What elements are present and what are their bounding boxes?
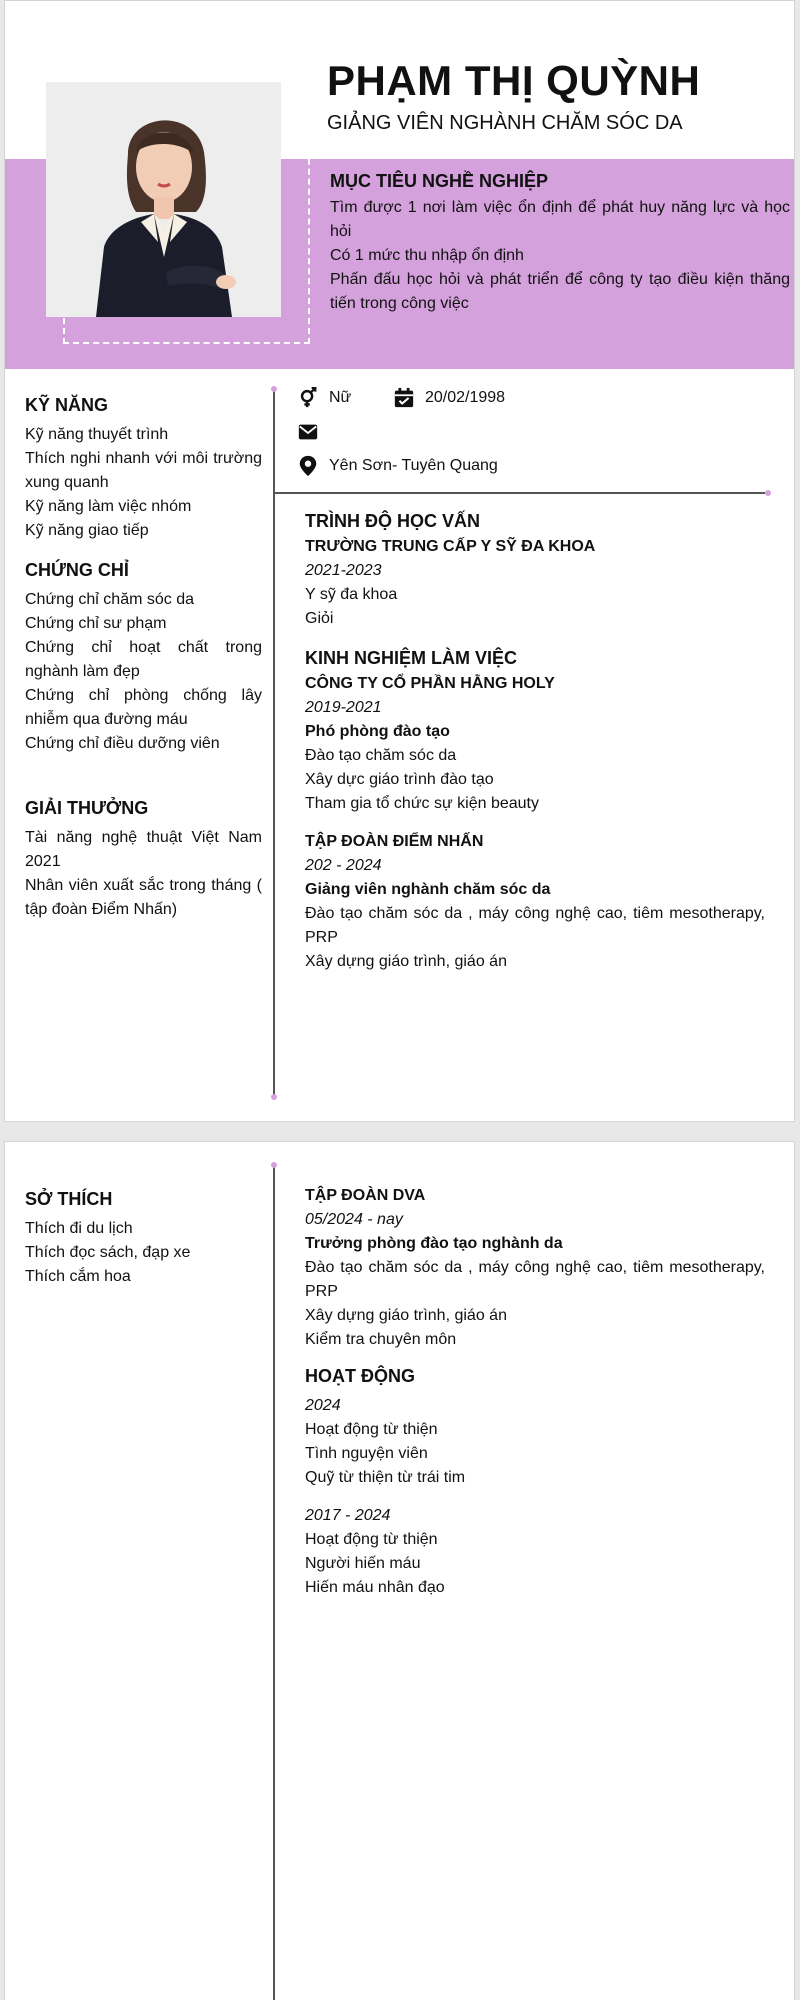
job-entry	[305, 672, 765, 816]
certificates-title: CHỨNG CHỈ	[25, 560, 129, 580]
job-period: 2019-2021	[305, 699, 382, 716]
gender-icon	[297, 387, 319, 409]
job-task: Tham gia tổ chức sự kiện beauty	[305, 795, 539, 812]
objective-line: Có 1 mức thu nhập ổn định	[330, 247, 524, 264]
company-name: TẬP ĐOÀN ĐIỂM NHẤN	[305, 833, 484, 850]
skill-item: Thích nghi nhanh với môi trường xung quanh	[25, 450, 262, 491]
job-period: 202 - 2024	[305, 857, 382, 874]
activities-section	[305, 1364, 765, 1600]
timeline-dot	[271, 386, 277, 392]
hobby-item: Thích đọc sách, đạp xe	[25, 1244, 191, 1261]
skill-item: Kỹ năng giao tiếp	[25, 522, 149, 539]
job-task: Xây dực giáo trình đào tạo	[305, 771, 494, 788]
experience-section	[305, 646, 765, 974]
job-title: GIẢNG VIÊN NGHÀNH CHĂM SÓC DA	[327, 112, 683, 134]
job-task: Đào tạo chăm sóc da , máy công nghệ cao, tiêm mesotherapy, PRP	[305, 1259, 765, 1300]
gender-row	[297, 387, 351, 409]
hobbies-section	[25, 1187, 262, 1289]
skills-section	[25, 393, 262, 543]
hobby-item: Thích cắm hoa	[25, 1268, 131, 1285]
activity-period: 2024	[305, 1397, 341, 1414]
cv-page-1	[4, 0, 795, 1122]
award-item: Tài năng nghệ thuật Việt Nam 2021	[25, 829, 262, 870]
awards-title: GIẢI THƯỞNG	[25, 798, 149, 818]
cv-page-2	[4, 1141, 795, 2000]
job-task: Kiểm tra chuyên môn	[305, 1331, 457, 1348]
job-task: Xây dựng giáo trình, giáo án	[305, 1307, 507, 1324]
timeline-vertical-line	[273, 390, 275, 1098]
objective-line: Phấn đấu học hỏi và phát triển để công ty tạo điều kiện thăng tiến trong công việc	[330, 271, 790, 312]
job-task: Xây dựng giáo trình, giáo án	[305, 953, 507, 970]
award-item: Nhân viên xuất sắc trong tháng ( tập đoàn Điểm Nhấn)	[25, 877, 262, 918]
career-objective	[330, 171, 790, 316]
activity-item: Quỹ từ thiện từ trái tim	[305, 1469, 466, 1486]
candidate-name: PHẠM THỊ QUỲNH	[327, 57, 701, 104]
objective-line: Tìm được 1 nơi làm việc ổn định để phát huy năng lực và học hỏi	[330, 199, 790, 240]
school-name: TRƯỜNG TRUNG CẤP Y SỸ ĐA KHOA	[305, 538, 596, 555]
profile-photo-illustration	[46, 82, 281, 317]
company-name: CÔNG TY CỔ PHẦN HẰNG HOLY	[305, 675, 555, 692]
job-task: Đào tạo chăm sóc da , máy công nghệ cao, tiêm mesotherapy, PRP	[305, 905, 765, 946]
address-text: Yên Sơn- Tuyên Quang	[329, 457, 498, 474]
certificate-item: Chứng chỉ sư phạm	[25, 615, 167, 632]
certificate-item: Chứng chỉ điều dưỡng viên	[25, 735, 220, 752]
hobbies-title: SỞ THÍCH	[25, 1189, 113, 1209]
activities-title: HOẠT ĐỘNG	[305, 1366, 415, 1386]
gender-text: Nữ	[329, 389, 352, 406]
timeline-dot	[271, 1162, 277, 1168]
job-period: 05/2024 - nay	[305, 1211, 403, 1228]
birthday-row	[393, 387, 505, 409]
job-task: Đào tạo chăm sóc da	[305, 747, 457, 764]
education-period: 2021-2023	[305, 562, 382, 579]
education-section	[305, 509, 765, 631]
certificate-item: Chứng chỉ hoạt chất trong nghành làm đẹp	[25, 639, 262, 680]
activity-item: Hiến máu nhân đạo	[305, 1579, 445, 1596]
job-role: Phó phòng đào tạo	[305, 723, 450, 740]
education-grade: Giỏi	[305, 610, 334, 627]
activity-item: Người hiến máu	[305, 1555, 421, 1572]
email-row	[297, 421, 329, 443]
activity-item: Hoạt động từ thiện	[305, 1421, 438, 1438]
skills-title: KỸ NĂNG	[25, 395, 109, 415]
activity-group	[305, 1504, 765, 1600]
certificate-item: Chứng chỉ phòng chống lây nhiễm qua đường máu	[25, 687, 262, 728]
certificates-section	[25, 558, 262, 756]
job-role: Giảng viên nghành chăm sóc da	[305, 881, 551, 898]
profile-photo	[46, 82, 281, 317]
calendar-icon	[393, 387, 415, 409]
experience-title: KINH NGHIỆM LÀM VIỆC	[305, 648, 518, 668]
objective-title: MỤC TIÊU NGHỀ NGHIỆP	[330, 171, 549, 191]
awards-section	[25, 796, 262, 922]
job-role: Trưởng phòng đào tạo nghành da	[305, 1235, 563, 1252]
experience-continued	[305, 1184, 765, 1352]
activity-item: Hoạt động từ thiện	[305, 1531, 438, 1548]
hobby-item: Thích đi du lịch	[25, 1220, 133, 1237]
education-title: TRÌNH ĐỘ HỌC VẤN	[305, 511, 480, 531]
company-name: TẬP ĐOÀN DVA	[305, 1187, 426, 1204]
activity-item: Tình nguyện viên	[305, 1445, 428, 1462]
map-pin-icon	[297, 455, 319, 477]
activity-group	[305, 1394, 765, 1490]
education-major: Y sỹ đa khoa	[305, 586, 398, 603]
birthday-text: 20/02/1998	[425, 389, 506, 406]
timeline-vertical-line	[273, 1166, 275, 2000]
skill-item: Kỹ năng thuyết trình	[25, 426, 169, 443]
timeline-dot	[765, 490, 771, 496]
skill-item: Kỹ năng làm việc nhóm	[25, 498, 192, 515]
activity-period: 2017 - 2024	[305, 1507, 391, 1524]
certificate-item: Chứng chỉ chăm sóc da	[25, 591, 195, 608]
address-row	[297, 455, 498, 477]
contact-divider-line	[275, 492, 765, 494]
job-entry	[305, 830, 765, 974]
timeline-dot	[271, 1094, 277, 1100]
envelope-icon	[297, 421, 319, 443]
